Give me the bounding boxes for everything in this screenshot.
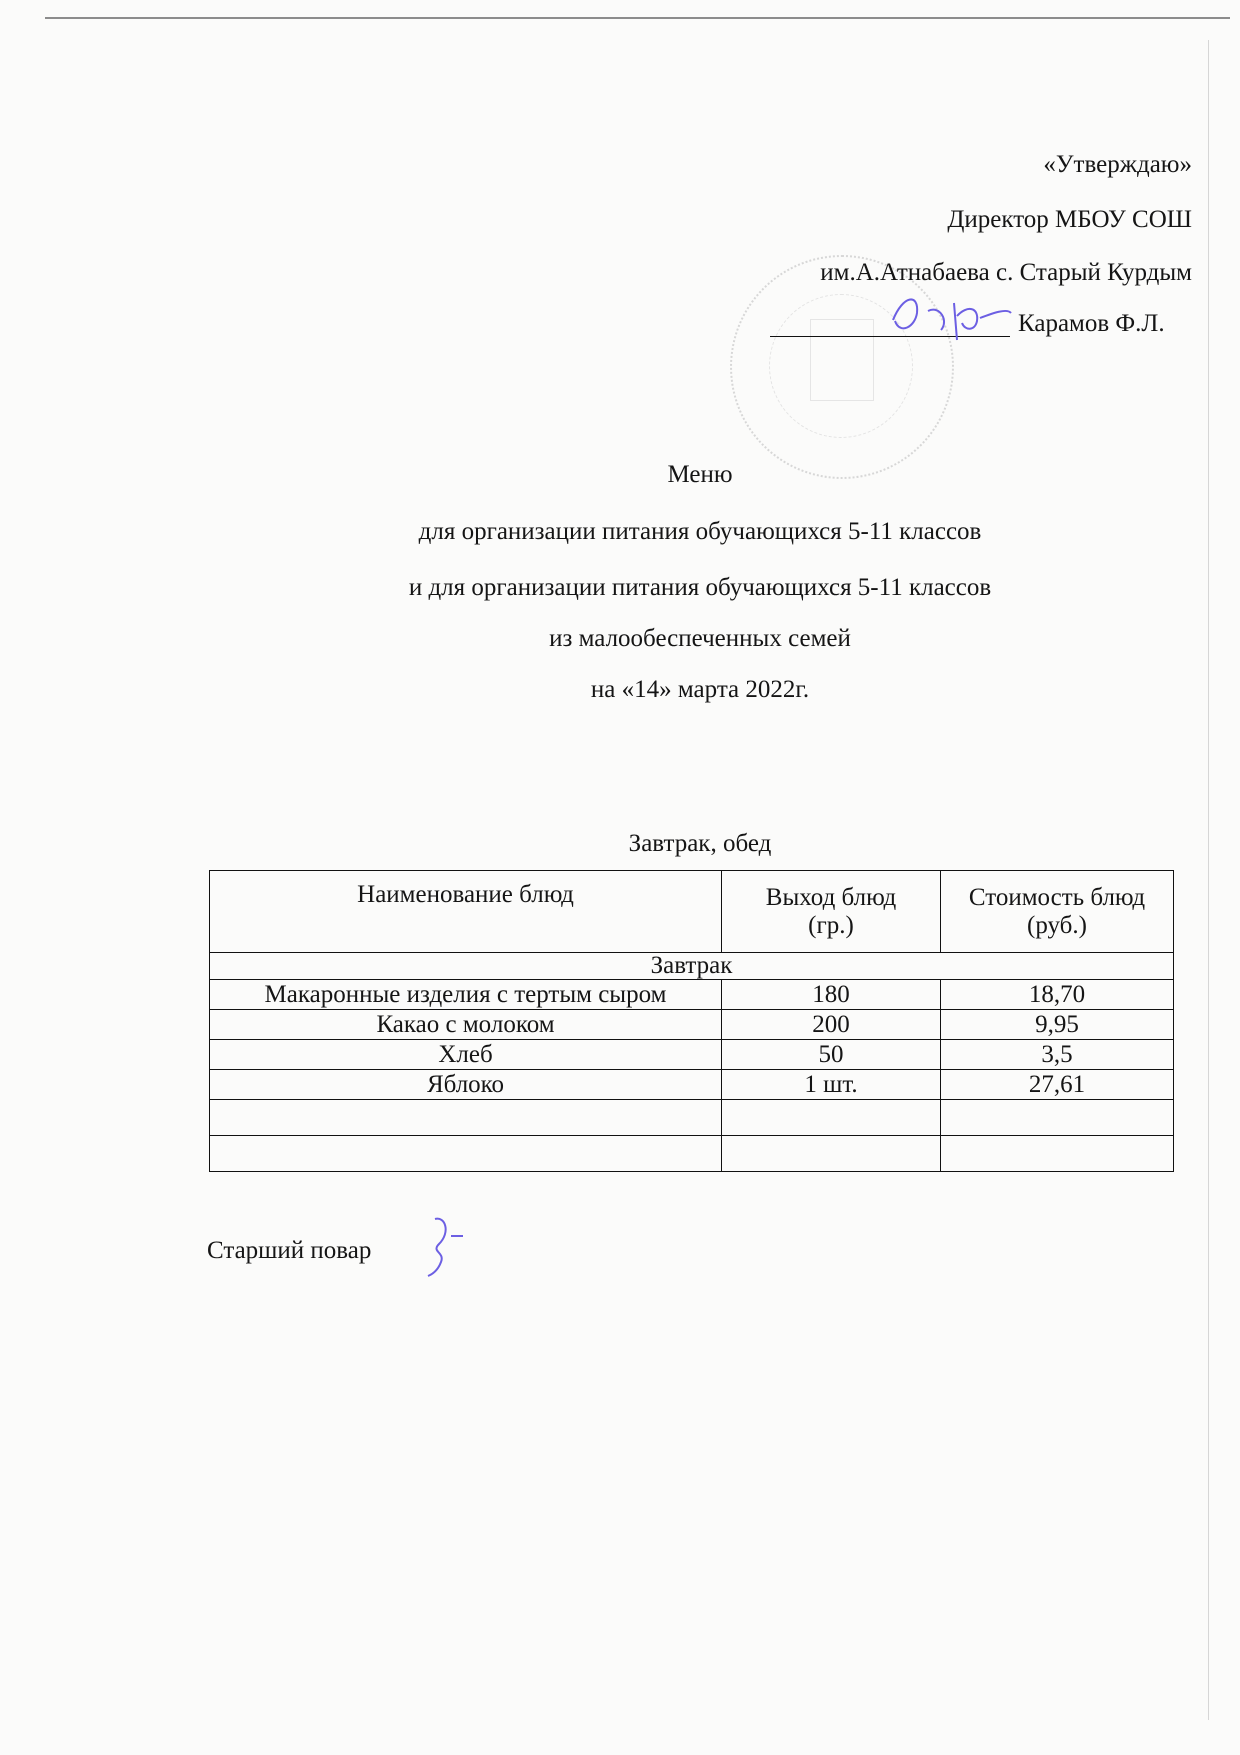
menu-date: на «14» марта 2022г. [590,676,810,703]
dish-name: Какао с молоком [210,1010,722,1040]
table-row [210,980,1174,1010]
menu-subtitle-2: и для организации питания обучающихся 5-11 классов [408,574,992,601]
dish-name: Хлеб [210,1040,722,1070]
scan-right-edge [1208,40,1209,1720]
header-yield-line-2: (гр.) [808,911,854,939]
table-header-row [210,871,1174,953]
dish-name: Макаронные изделия с тертым сыром [210,980,722,1010]
dish-name: Яблоко [210,1070,722,1100]
approval-position: Директор МБОУ СОШ [947,206,1192,233]
approval-signatory: Карамов Ф.Л. [1018,310,1165,337]
header-price [941,871,1174,953]
scan-top-edge [45,17,1230,19]
dish-yield: 180 [722,980,941,1010]
dish-price: 27,61 [941,1070,1174,1100]
cook-label: Старший повар [207,1237,372,1264]
dish-yield: 1 шт. [722,1070,941,1100]
empty-row [210,1136,1174,1172]
header-name: Наименование блюд [210,871,722,953]
dish-price: 3,5 [941,1040,1174,1070]
menu-subtitle-1: для организации питания обучающихся 5-11 классов [418,518,982,545]
director-signature [885,285,1015,345]
section-title: Завтрак, обед [628,830,772,857]
approval-label: «Утверждаю» [1043,151,1192,178]
table-row [210,1010,1174,1040]
header-price-line-1: Стоимость блюд [968,883,1146,911]
table-row [210,1040,1174,1070]
menu-title: Меню [667,461,733,488]
header-yield [722,871,941,953]
dish-yield: 50 [722,1040,941,1070]
table-row [210,1070,1174,1100]
empty-row [210,1100,1174,1136]
dish-price: 18,70 [941,980,1174,1010]
category-row [210,953,1174,980]
approval-school: им.А.Атнабаева с. Старый Курдым [820,259,1192,286]
header-price-line-2: (руб.) [1027,911,1087,939]
dish-price: 9,95 [941,1010,1174,1040]
header-yield-line-1: Выход блюд [765,883,897,911]
dish-yield: 200 [722,1010,941,1040]
cook-signature [423,1214,468,1279]
category-label: Завтрак [210,953,1174,980]
menu-subtitle-3: из малообеспеченных семей [549,625,851,652]
menu-table [209,870,1174,1172]
